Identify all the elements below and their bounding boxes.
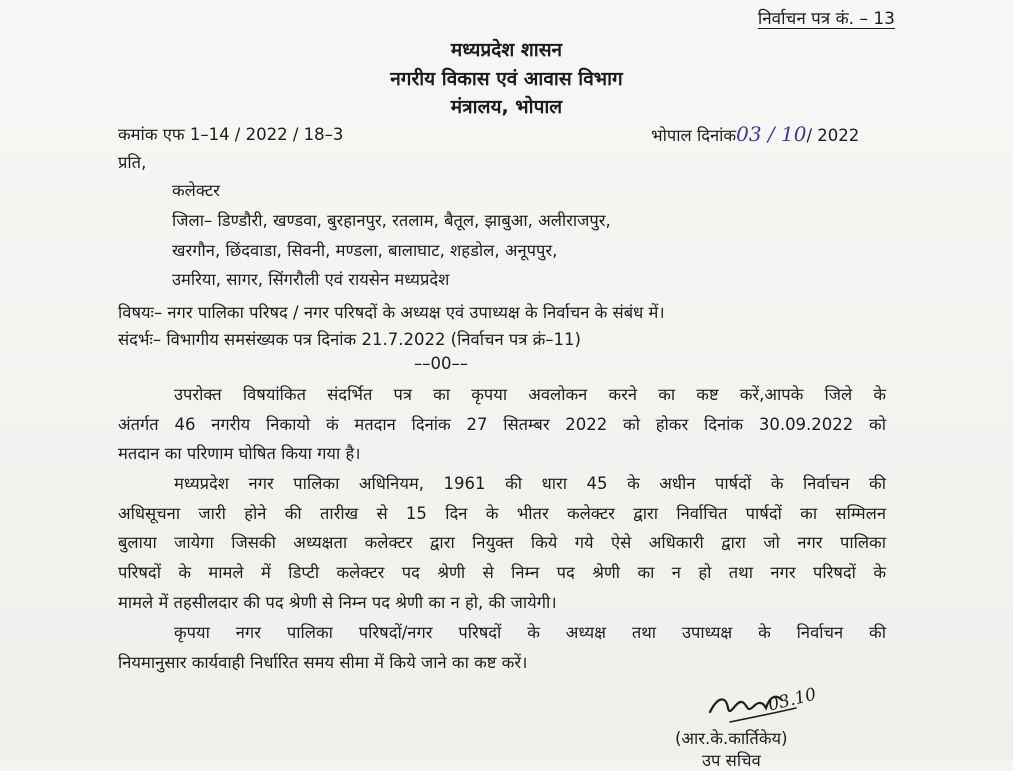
para2-line5: मामले में तहसीलदार की पद श्रेणी से निम्न पद श्रेणी का न हो, की जायेगी।	[118, 593, 557, 612]
signatory-designation: उप सचिव	[702, 751, 761, 770]
corner-reference-number: निर्वाचन पत्र कं. – 13	[757, 9, 895, 29]
subject-line: विषयः– नगर पालिका परिषद / नगर परिषदों के अध्यक्ष एवं उपाध्यक्ष के निर्वाचन के संबंध में।	[118, 303, 665, 322]
para2-line2: अधिसूचना जारी होने की तारीख से 15 दिन के भीतर कलेक्टर द्वारा निर्वाचित पार्षदों का सम्मिलन	[118, 504, 886, 523]
signatory-name: (आर.के.कार्तिकेय)	[675, 729, 788, 748]
letterhead-government: मध्यप्रदेश शासन	[450, 39, 563, 61]
place-date-label: भोपाल दिनांक	[651, 126, 737, 145]
para1-line2: अंतर्गत 46 नगरीय निकायो कं मतदान दिनांक 27 सितम्बर 2022 को होकर दिनांक 30.09.2022 को	[118, 415, 886, 434]
recipient-districts-line2: खरगौन, छिंदवाडा, सिवनी, मण्डला, बालाघाट, शहडोल, अनूपपुर,	[172, 241, 558, 260]
signature-date: 03.10	[766, 684, 819, 716]
letter-number: कमांक एफ 1–14 / 2022 / 18–3	[118, 125, 344, 144]
para1-line1: उपरोक्त विषयांकित संदर्भित पत्र का कृपया अवलोकन करने का कष्ट करें,आपके जिले के	[174, 385, 886, 404]
para3-line2: नियमानुसार कार्यवाही निर्धारित समय सीमा में किये जाने का कष्ट करें।	[118, 653, 528, 672]
recipient-districts-line1: जिला– डिण्डौरी, खण्डवा, बुरहानपुर, रतलाम, बैतूल, झाबुआ, अलीराजपुर,	[172, 211, 611, 230]
letterhead-ministry: मंत्रालय, भोपाल	[450, 96, 563, 118]
para1-line3: मतदान का परिणाम घोषित किया गया है।	[118, 444, 361, 463]
recipient-title: कलेक्टर	[172, 181, 220, 200]
date-year: / 2022	[806, 126, 860, 145]
letterhead-department: नगरीय विकास एवं आवास विभाग	[390, 68, 623, 90]
para3-line1: कृपया नगर पालिका परिषदों/नगर परिषदों के अध्यक्ष तथा उपाध्यक्ष के निर्वाचन की	[174, 623, 886, 642]
recipient-districts-line3: उमरिया, सागर, सिंगरौली एवं रायसेन मध्यप्रदेश	[172, 270, 450, 289]
separator: ––00––	[414, 354, 468, 373]
date-day-handwritten: 03	[736, 122, 762, 146]
para2-line1: मध्यप्रदेश नगर पालिका अधिनियम, 1961 की धारा 45 के अधीन पार्षदों के निर्वाचन की	[174, 474, 886, 493]
salutation: प्रति,	[118, 153, 147, 172]
reference-line: संदर्भः– विभागीय समसंख्यक पत्र दिनांक 21.7.2022 (निर्वाचन पत्र क्रं–11)	[118, 330, 581, 349]
date-month-handwritten: 10	[781, 122, 807, 146]
para2-line4: परिषदों के मामले में डिप्टी कलेक्टर पद श्रेणी से निम्न पद श्रेणी का न हो तथा नगर परिषदों के	[118, 563, 886, 582]
para2-line3: बुलाया जायेगा जिसकी अध्यक्षता कलेक्टर द्वारा नियुक्त किये गये ऐसे अधिकारी द्वारा जो नगर पालिका	[118, 533, 886, 552]
place-date: भोपाल दिनांक03 / 10/ 2022	[651, 122, 860, 146]
